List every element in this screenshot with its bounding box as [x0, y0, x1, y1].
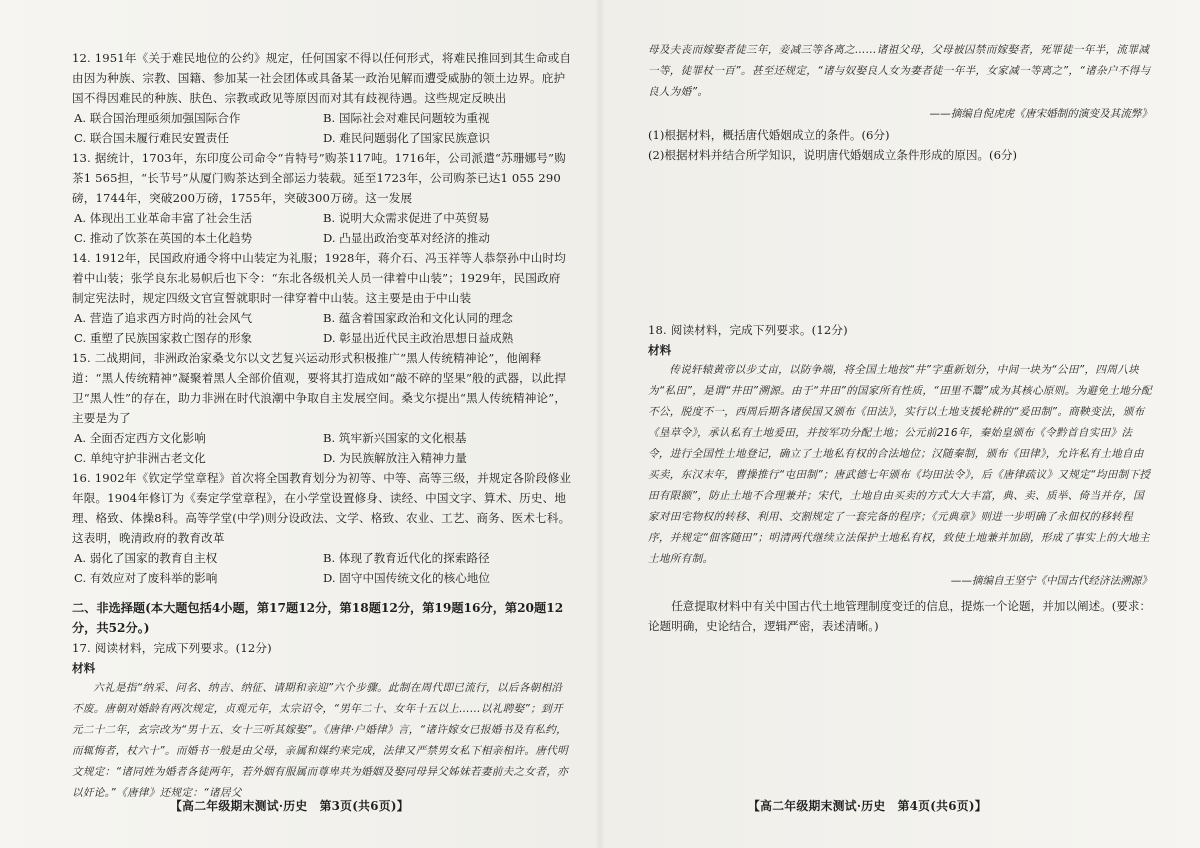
option-d: D. 难民问题弱化了国家民族意识 [323, 131, 490, 145]
option-a: A. 全面否定西方文化影响 [74, 431, 206, 445]
subquestion-2: (2)根据材料并结合所学知识，说明唐代婚姻成立条件形成的原因。(6分) [648, 148, 1018, 162]
option-b: B. 蕴含着国家政治和文化认同的理念 [323, 311, 513, 325]
option-a: A. 营造了追求西方时尚的社会风气 [74, 311, 253, 325]
option-d: D. 凸显出政治变革对经济的推动 [323, 231, 490, 245]
option-a: A. 体现出工业革命丰富了社会生活 [74, 211, 253, 225]
question-16 [72, 468, 572, 588]
option-d: D. 为民族解放注入精神力量 [323, 451, 467, 465]
option-b: B. 体现了教育近代化的探索路径 [323, 551, 490, 565]
option-c: C. 单纯守护非洲古老文化 [74, 451, 206, 465]
question-15 [72, 348, 572, 468]
option-c: C. 重塑了民族国家救亡图存的形象 [74, 331, 253, 345]
question-options [72, 208, 572, 248]
option-b: B. 国际社会对难民问题较为重视 [323, 111, 490, 125]
page-4 [600, 0, 1200, 848]
option-a: A. 弱化了国家的教育自主权 [74, 551, 218, 565]
material-source: ——摘编自王坚宁《中国古代经济法溯源》 [950, 575, 1152, 587]
option-c: C. 联合国未履行难民安置责任 [74, 131, 229, 145]
question-options [72, 428, 572, 468]
question-18 [648, 320, 1152, 636]
option-b: B. 筑牢新兴国家的文化根基 [323, 431, 467, 445]
question-13 [72, 148, 572, 248]
option-b: B. 说明大众需求促进了中英贸易 [323, 211, 490, 225]
page-footer: 【高二年级期末测试·历史 第3页(共6页)】 [170, 799, 409, 813]
material-continuation: 母及夫丧而嫁娶者徒三年，妾减三等各离之……诸祖父母，父母被囚禁而嫁娶者，死罪徒一年半，流罪减一等，徒罪杖一百”。甚至还规定，“诸与奴娶良人女为妻者徒一年半，女家减一等离之”，“诸杂户不得与良人为婚”。 [648, 44, 1151, 98]
option-c: C. 有效应对了废科举的影响 [74, 571, 218, 585]
option-d: D. 彰显出近代民主政治思想日益成熟 [323, 331, 514, 345]
section-heading: 二、非选择题(本大题包括4小题，第17题12分，第18题12分，第19题16分，第20题12分，共52分。) [72, 601, 564, 635]
question-task: 任意提取材料中有关中国古代土地管理制度变迁的信息，提炼一个论题，并加以阐述。(要求：论题明确，史论结合，逻辑严密，表述清晰。) [648, 599, 1152, 633]
option-a: A. 联合国治理亟须加强国际合作 [74, 111, 241, 125]
material-text: 传说轩辕黄帝以步丈亩，以防争端，将全国土地按“井”字重新划分，中间一块为“公田”，四周八块为“私田”，是谓“井田”溯源。由于“井田”的国家所有性质，“田里不鬻”成为其核心原则。为避免土地分配不公，脱度不一，西周后期各诸侯国又颁布《田法》，实行以土地支援轮耕的“爰田制”。商鞅变法，颁布《垦草令》，承认私有土地爰田，并按军功分配土地；公元前216年，秦始皇颁布《令黔首自实田》法令，进行全国性土地登记，确立了土地私有权的合法地位；汉随秦制，颁布《田律》，允许私有土地自由买卖，东汉末年，曹操推行“屯田制”；唐武德七年颁布《均田法令》，后《唐律疏议》又规定“均田制下授田有限额”，防止土地不合理兼并；宋代，土地自由买卖的方式大大丰富，典、卖、质举、倚当并存，国家对田宅物权的转移、利用、交割规定了一套完备的程序；《元典章》则进一步明确了永佃权的移转程序，并规定“佃客随田”；明清两代继续立法保护土地私有权，致使土地兼并加剧，形成了事实上的大地主土地所有制。 [648, 364, 1152, 565]
material-source: ——摘编自倪虎虎《唐宋婚制的演变及其流弊》 [929, 108, 1152, 120]
question-14 [72, 248, 572, 348]
answer-space [648, 165, 1152, 320]
question-options [72, 308, 572, 348]
option-d: D. 固守中国传统文化的核心地位 [323, 571, 490, 585]
question-stem: 15. 二战期间，非洲政治家桑戈尔以文艺复兴运动形式积极推广“黑人传统精神论”，他阐释道：“黑人传统精神”凝聚着黑人全部价值观，要将其打造成如“敲不碎的坚果”般的武器，以此捍卫“黑人性”的存在，助力非洲在时代浪潮中争取自主发展空间。桑戈尔提出“黑人传统精神论”，主要是为了 [72, 351, 567, 425]
question-title: 17. 阅读材料，完成下列要求。(12分) [72, 641, 272, 655]
question-stem: 16. 1902年《钦定学堂章程》首次将全国教育划分为初等、中等、高等三级，并规定各阶段修业年限。1904年修订为《奏定学堂章程》，在小学堂设置修身、读经、中国文字、算术、历史、地理、格致、体操8科。高等学堂(中学)则分设政法、文学、格致、农业、工艺、商务、医术七科。这表明，晚清政府的教育改革 [72, 471, 572, 545]
material-text: 六礼是指“纳采、问名、纳吉、纳征、请期和亲迎”六个步骤。此制在周代即已流行，以后各朝相沿不废。唐朝对婚龄有两次规定，贞观元年，太宗诏令，“男年二十、女年十五以上……以礼聘娶”；到开元二十二年，玄宗改为“男十五、女十三听其嫁娶”。《唐律·户婚律》言，“诸许嫁女已报婚书及有私约，而辄悔者，杖六十”。而婚书一般是由父母，亲属和媒约来完成，法律又严禁男女私下相亲相许。唐代明文规定：“诸同姓为婚者各徒两年，若外姻有服属而尊卑共为婚姻及娶同母异父姊妹若妻前夫之女者，亦以奸论。”《唐律》还规定：“诸居父 [72, 682, 569, 799]
subquestion-1: (1)根据材料，概括唐代婚姻成立的条件。(6分) [648, 128, 890, 142]
option-c: C. 推动了饮茶在英国的本土化趋势 [74, 231, 253, 245]
question-17 [72, 638, 572, 804]
question-stem: 12. 1951年《关于难民地位的公约》规定，任何国家不得以任何形式，将难民推回到其生命或自由因为种族、宗教、国籍、参加某一社会团体或具备某一政治见解而遭受威胁的领土边界。庇护国不得因难民的种族、肤色、宗教或政见等原因而对其有歧视待遇。这些规定反映出 [72, 51, 572, 105]
question-12 [72, 48, 572, 148]
question-stem: 14. 1912年，民国政府通令将中山装定为礼服；1928年，蒋介石、冯玉祥等人恭祭孙中山时均着中山装；张学良东北易帜后也下令：“东北各级机关人员一律着中山装”；1929年，民国政府制定宪法时，规定四级文官宣誓就职时一律穿着中山装。这主要是由于中山装 [72, 251, 566, 305]
question-options [72, 108, 572, 148]
material-label: 材料 [72, 661, 96, 675]
question-title: 18. 阅读材料，完成下列要求。(12分) [648, 323, 848, 337]
material-label: 材料 [648, 343, 672, 357]
question-stem: 13. 据统计，1703年，东印度公司命令“肯特号”购茶117吨。1716年，公司派遣“苏珊娜号”购茶1 565担，“长节号”从厦门购茶达到全部运力装载。延至1723年，公司购茶已达1 055 290磅，1744年，突破200万磅，1755年，突破300万磅。这一发展 [72, 151, 566, 205]
page-footer: 【高二年级期末测试·历史 第4页(共6页)】 [748, 799, 987, 813]
question-options [72, 548, 572, 588]
